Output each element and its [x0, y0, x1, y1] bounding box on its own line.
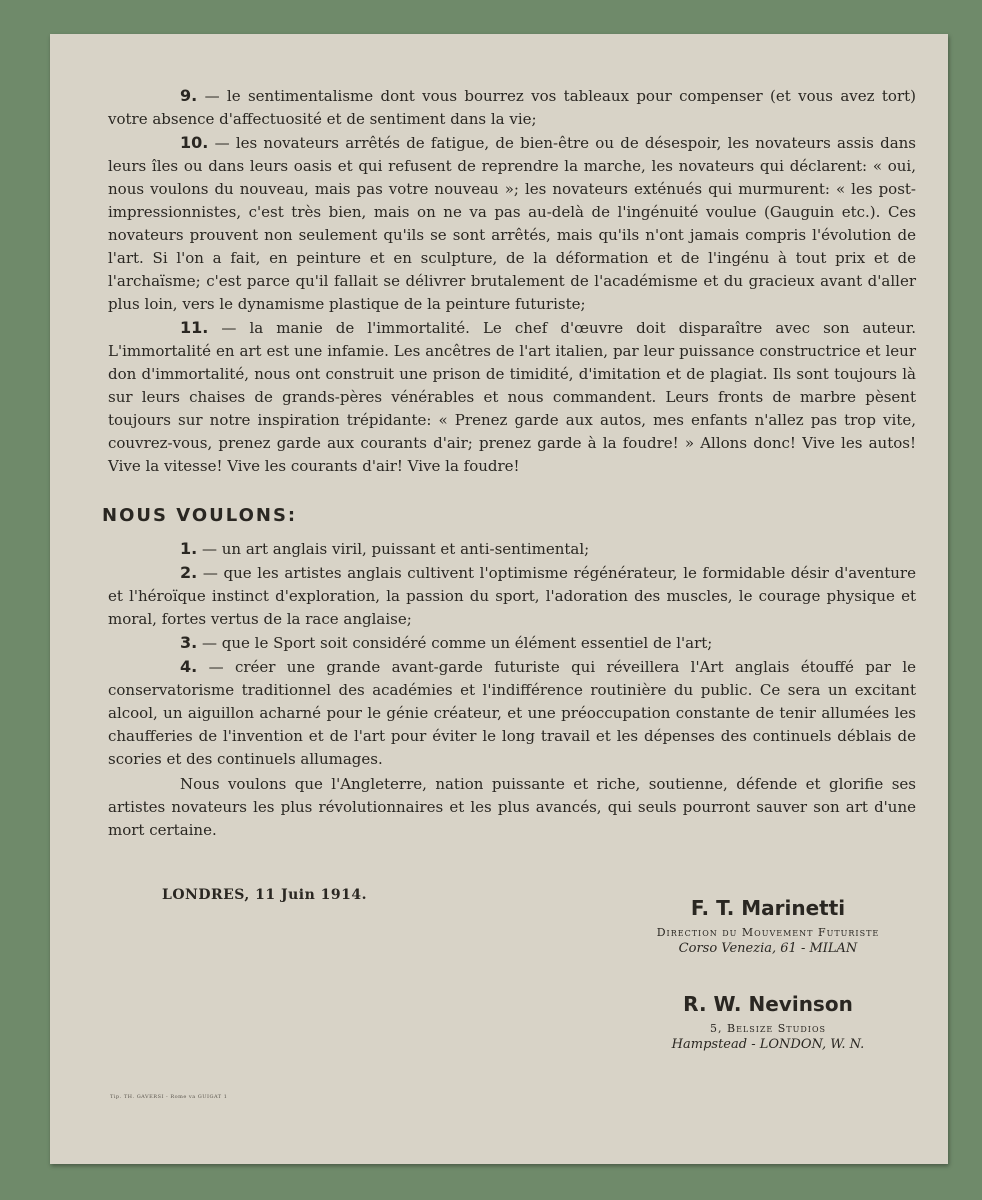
want-item-3	[108, 631, 916, 655]
want-item-1	[108, 537, 916, 561]
printer-imprint: Tip. TH. GAVERSI - Rome va GUIGAT 1	[110, 1094, 228, 1100]
closing-paragraph: Nous voulons que l'Angleterre, nation puissante et riche, soutienne, défende et glorifie ses artistes novateurs les plus révolutionnaires et les plus avancés, qui seuls pourront sauver son art d'une mort certaine.	[108, 775, 916, 839]
signatory-name: F. T. Marinetti	[690, 896, 846, 920]
item-number: 3.	[180, 633, 198, 652]
item-text: — que les artistes anglais cultivent l'optimisme régénérateur, le formidable désir d'aventure et l'héroïque instinct d'exploration, la passion du sport, l'adoration des muscles, le courage physique et moral, fortes vertus de la race anglaise;	[108, 564, 916, 628]
item-10	[108, 131, 916, 316]
signatory-name: R. W. Nevinson	[683, 992, 853, 1016]
item-11	[108, 316, 916, 478]
item-number: 9.	[180, 86, 198, 105]
item-9	[108, 84, 916, 131]
signature-marinetti	[633, 896, 903, 956]
item-number: 1.	[180, 539, 198, 558]
signatory-affiliation: 5, Belsize Studios	[710, 1022, 826, 1035]
section-heading: NOUS VOULONS:	[102, 505, 298, 526]
item-number: 11.	[180, 318, 209, 337]
signatory-address: Hampstead - LONDON, W. N.	[671, 1037, 865, 1052]
item-text: — que le Sport soit considéré comme un élément essentiel de l'art;	[202, 634, 713, 652]
item-number: 2.	[180, 563, 198, 582]
dateline: LONDRES, 11 Juin 1914.	[162, 887, 368, 903]
want-item-2	[108, 561, 916, 631]
signature-nevinson	[633, 992, 903, 1052]
signatory-affiliation: Direction du Mouvement Futuriste	[656, 926, 880, 939]
signatory-address: Corso Venezia, 61 - MILAN	[678, 941, 858, 956]
item-text: — créer une grande avant-garde futuriste qui réveillera l'Art anglais étouffé par le conservatorisme traditionnel des académies et l'indifférence routinière du public. Ce sera un excitant alcool, un aiguillon acharné pour le génie créateur, et une préoccupation constante de tenir allumées les chaufferies de l'invention et de l'art pour éviter le long travail et les dépenses des continuels déblais de scories et des continuels allumages.	[108, 658, 916, 768]
item-text: — la manie de l'immortalité. Le chef d'œuvre doit disparaître avec son auteur. L'immortalité en art est une infamie. Les ancêtres de l'art italien, par leur puissance constructrice et leur don d'immortalité, nous ont construit une prison de timidité, d'imitation et de plagiat. Ils sont toujours là sur leurs chaises de grands-pères vénérables et nous commandent. Leurs fronts de marbre pèsent toujours sur notre inspiration trépidante: « Prenez garde aux autos, mes enfants n'allez pas trop vite, couvrez-vous, prenez garde aux courants d'air; prenez garde à la foudre! » Allons donc! Vive les autos! Vive la vitesse! Vive les courants d'air! Vive la foudre!	[108, 319, 916, 475]
manifesto-body	[102, 84, 916, 842]
item-text: — le sentimentalisme dont vous bourrez vos tableaux pour compenser (et vous avez tort) votre absence d'affectuosité et de sentiment dans la vie;	[108, 87, 916, 128]
item-number: 10.	[180, 133, 209, 152]
item-number: 4.	[180, 657, 198, 676]
manifesto-page	[50, 34, 948, 1164]
item-text: — les novateurs arrêtés de fatigue, de bien-être ou de désespoir, les novateurs assis dans leurs îles ou dans leurs oasis et qui refusent de reprendre la marche, les novateurs qui déclarent: « oui, nous voulons du nouveau, mais pas votre nouveau »; les novateurs exténués qui murmurent: « les post-impressionnistes, c'est très bien, mais on ne va pas au-delà de l'ingénuité voulue (Gauguin etc.). Ces novateurs prouvent non seulement qu'ils se sont arrêtés, mais qu'ils n'ont jamais compris l'évolution de l'art. Si l'on a fait, en peinture et en sculpture, de la déformation et de l'ingénu à tout prix et de l'archaïsme; c'est parce qu'il fallait se délivrer brutalement de l'académisme et du gracieux avant d'aller plus loin, vers le dynamisme plastique de la peinture futuriste;	[108, 134, 916, 313]
item-text: — un art anglais viril, puissant et anti-sentimental;	[202, 540, 590, 558]
want-item-4	[108, 655, 916, 771]
